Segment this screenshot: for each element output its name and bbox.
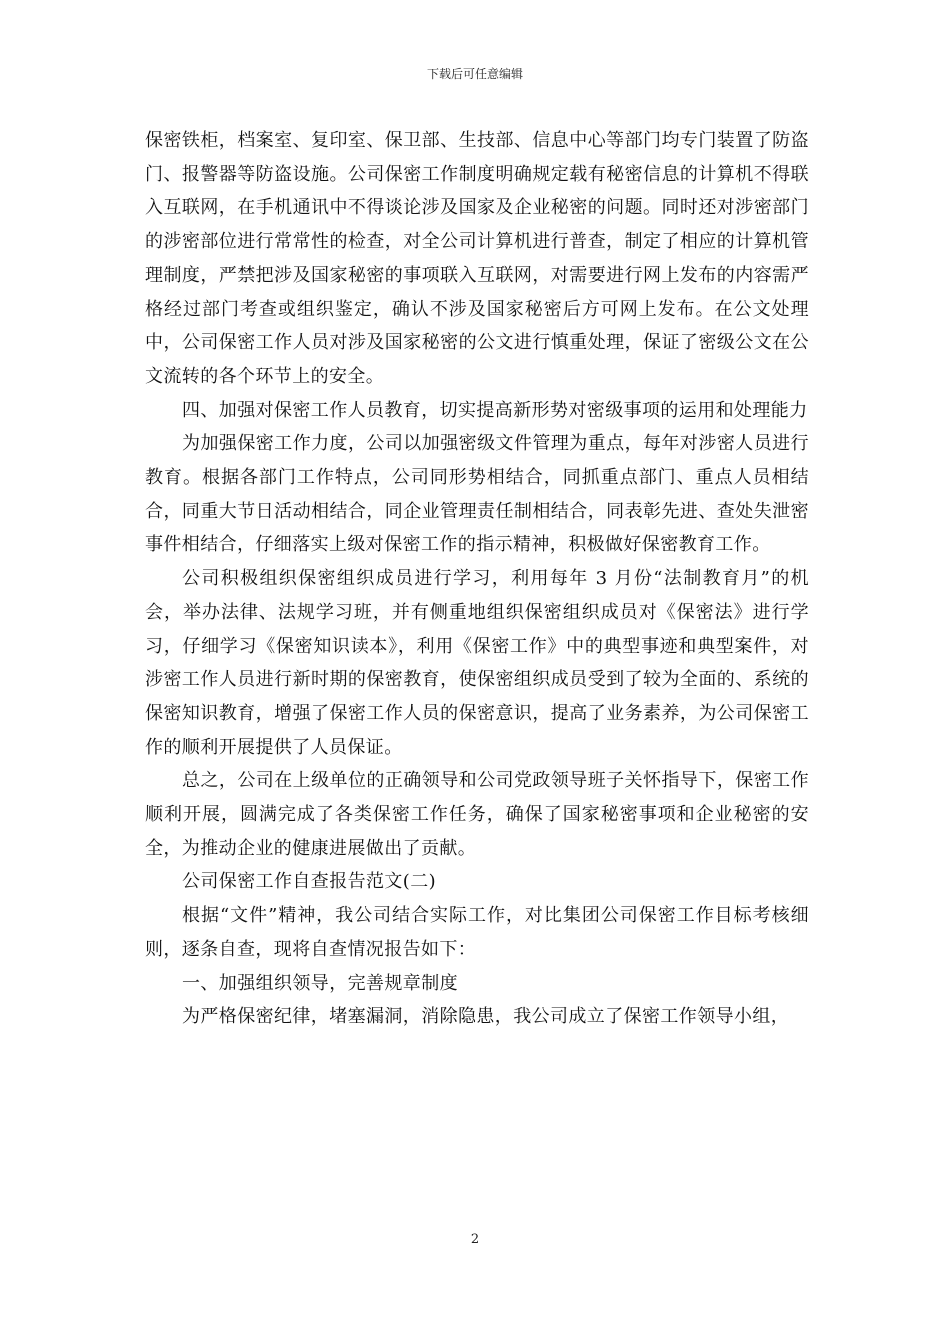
paragraph: 根据“文件”精神，我公司结合实际工作，对比集团公司保密工作目标考核细则，逐条自查，现将自查情况报告如下： (145, 905, 809, 960)
paragraph: 为严格保密纪律，堵塞漏洞，消除隐患，我公司成立了保密工作领导小组， (182, 1006, 790, 1028)
paragraph-continuation: 保密铁柜，档案室、复印室、保卫部、生技部、信息中心等部门均专门装置了防盗门、报警器等防盗设施。公司保密工作制度明确规定载有秘密信息的计算机不得联入互联网，在手机通讯中不得谈论涉及国家及企业秘密的问题。同时还对涉密部门的涉密部位进行常常性的检查，对全公司计算机进行普查，制定了相应的计算机管理制度，严禁把涉及国家秘密的事项联入互联网，对需要进行网上发布的内容需严格经过部门考查或组织鉴定，确认不涉及国家秘密后方可网上发布。在公文处理中，公司保密工作人员对涉及国家秘密的公文进行慎重处理，保证了密级公文在公文流转的各个环节上的安全。 (145, 130, 809, 387)
paragraph: 总之，公司在上级单位的正确领导和公司党政领导班子关怀指导下，保密工作顺利开展，圆满完成了各类保密工作任务，确保了国家秘密事项和企业秘密的安全，为推动企业的健康进展做出了贡献。 (145, 770, 809, 859)
paragraph: 为加强保密工作力度，公司以加强密级文件管理为重点，每年对涉密人员进行教育。根据各部门工作特点，公司同形势相结合，同抓重点部门、重点人员相结合，同重大节日活动相结合，同企业管理责任制相结合，同表彰先进、查处失泄密事件相结合，仔细落实上级对保密工作的指示精神，积极做好保密教育工作。 (145, 433, 809, 556)
section-heading-one: 一、加强组织领导，完善规章制度 (182, 972, 458, 994)
report-title: 公司保密工作自查报告范文(二) (182, 871, 437, 893)
paragraph: 公司积极组织保密组织成员进行学习，利用每年 3 月份“法制教育月”的机会，举办法律、法规学习班，并有侧重地组织保密组织成员对《保密法》进行学习，仔细学习《保密知识读本》，利用《保密工作》中的典型事迹和典型案件，对涉密工作人员进行新时期的保密教育，使保密组织成员受到了较为全面的、系统的保密知识教育，增强了保密工作人员的保密意识，提高了业务素养，为公司保密工作的顺利开展提供了人员保证。 (145, 568, 809, 758)
page-number: 2 (470, 1232, 480, 1247)
section-heading-four: 四、加强对保密工作人员教育，切实提高新形势对密级事项的运用和处理能力 (182, 399, 808, 421)
page-header: 下载后可任意编辑 (426, 67, 523, 81)
document-body (145, 124, 809, 1034)
